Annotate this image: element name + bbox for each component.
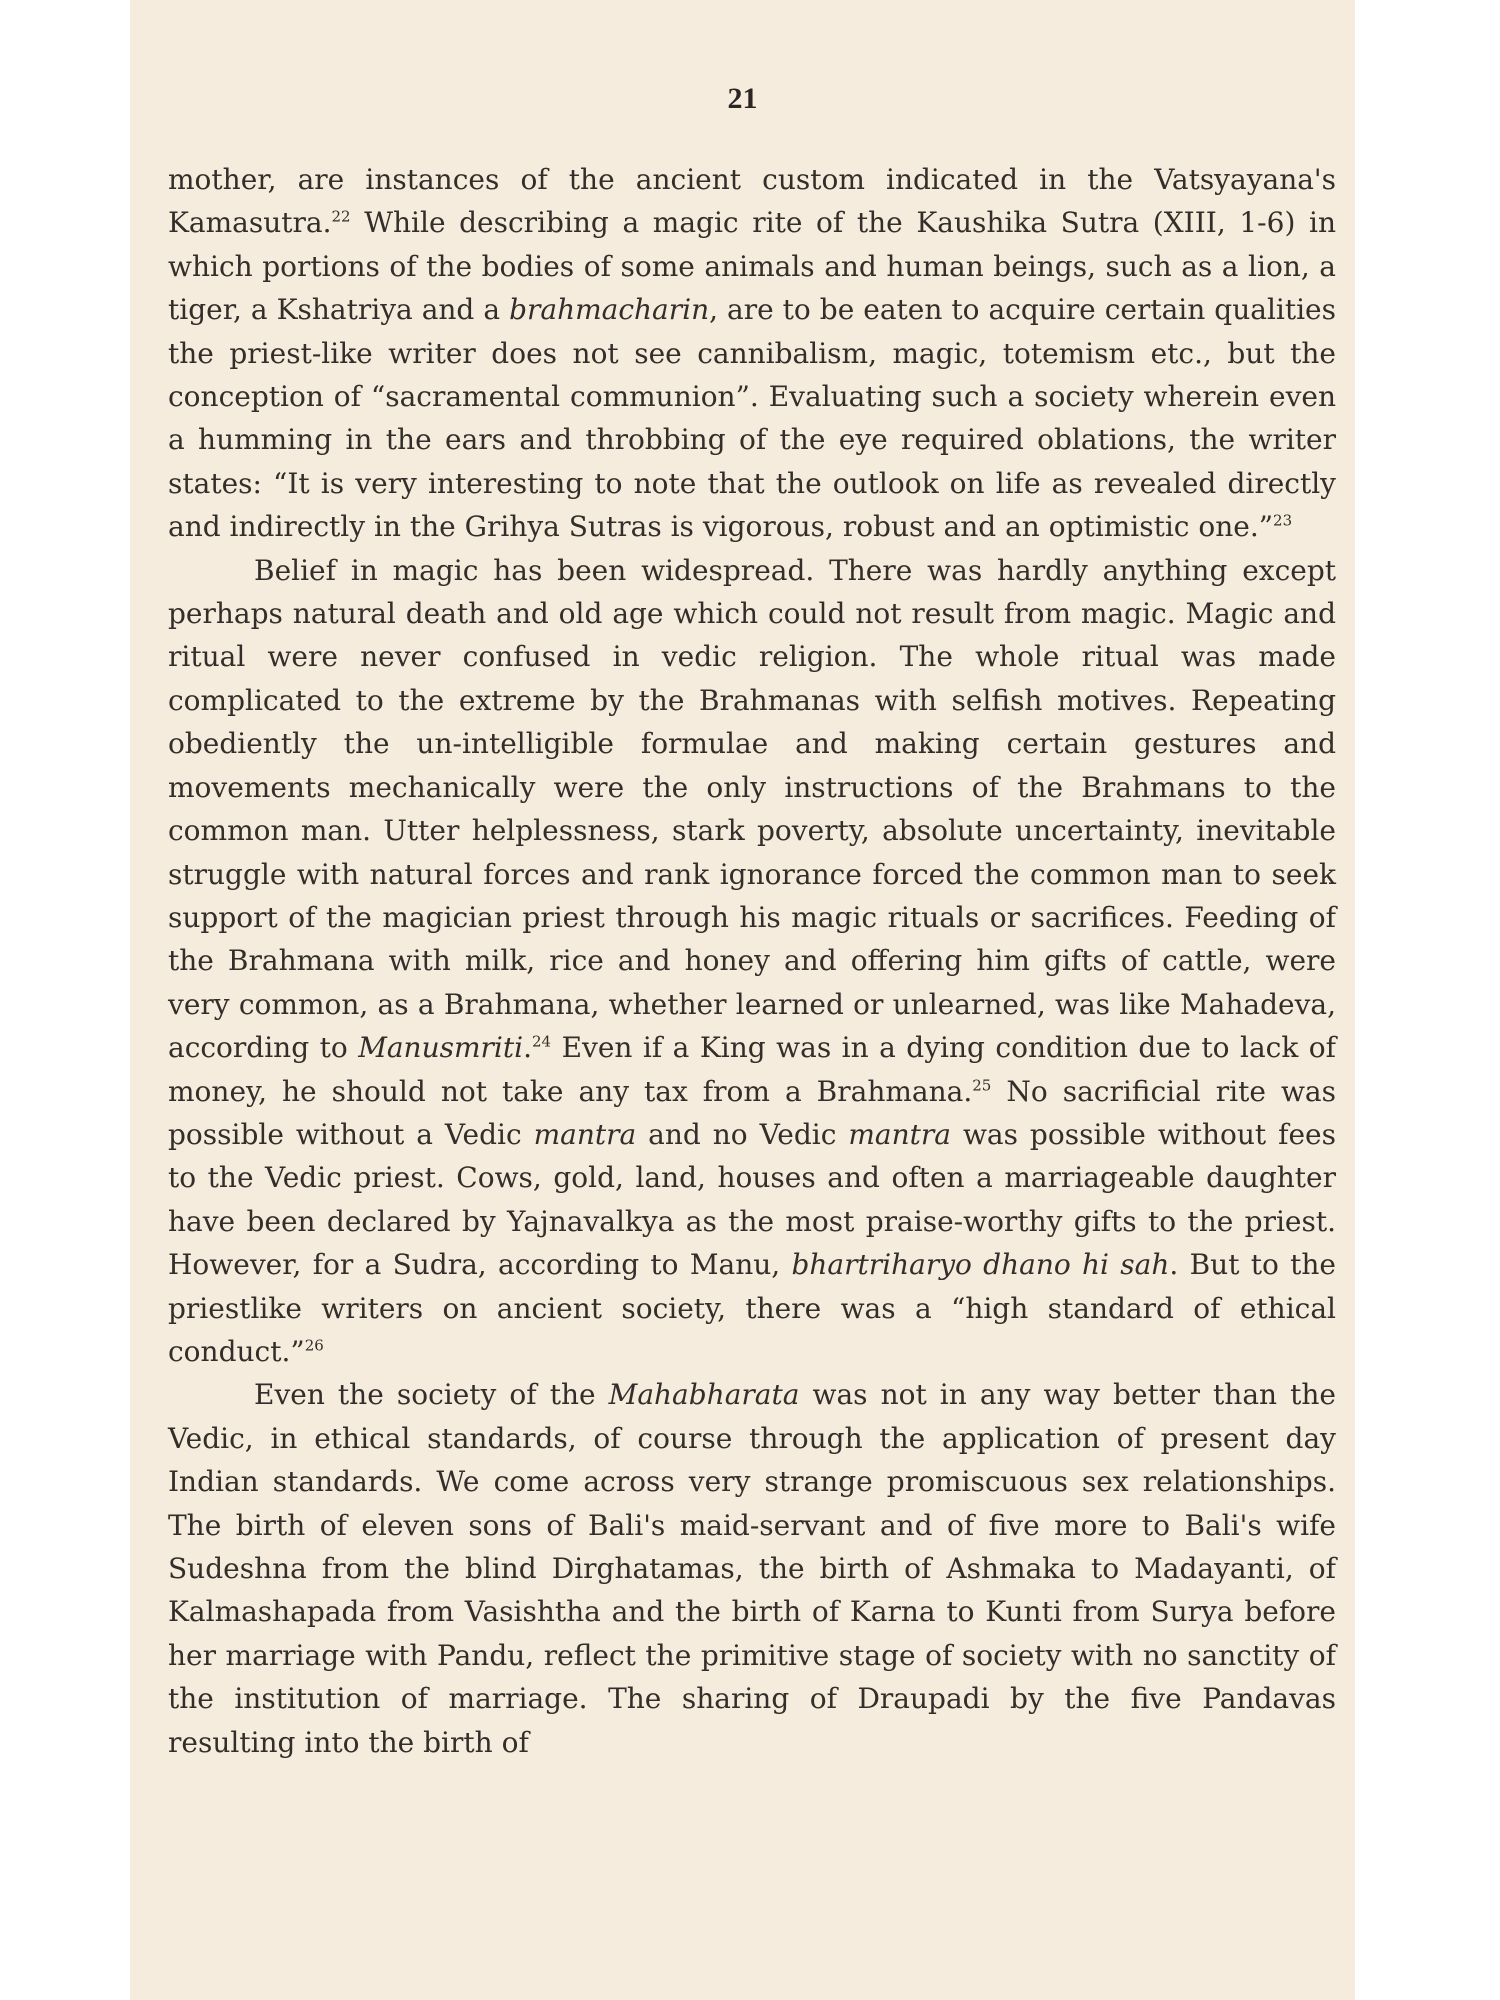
paragraph [168,158,1336,549]
text-run: Belief in magic has been widespread. There was hardly anything except perhaps natural death and old age which could not result from magic. Magic and ritual were never confused in vedic religion. The whole ritual was made complicated to the extreme by the Brahmanas with selfish motives. Repeating obediently the un-intelligible formulae and making certain gestures and movements mechanically were the only instructions of the Brahmans to the common man. Utter helplessness, stark poverty, absolute uncertainty, inevitable struggle with natural forces and rank ignorance forced the common man to seek support of the magician priest through his magic rituals or sacrifices. Feeding of the Brahmana with milk, rice and honey and offering him gifts of cattle, were very common, as a Brahmana, whether learned or unlearned, was like Mahadeva, according to [168,553,1336,1065]
text-run: , are to be eaten to acquire certain qualities the priest-like writer does not see cannibalism, magic, totemism etc., but the conception of “sacramental communion”. Evaluating such a society wherein even a humming in the ears and throbbing of the eye required oblations, the writer states: “It is very interesting to note that the outlook on life as revealed directly and indirectly in the Grihya Sutras is vigorous, robust and an optimistic one.” [168,293,1336,544]
text-run: . But to the priestlike writers on ancient society, there was a “high standard of ethical conduct.” [168,1248,1336,1368]
italic-term: mantra [848,1117,951,1151]
footnote-marker: 22 [331,208,351,227]
footnote-marker: 25 [972,1076,992,1095]
text-run: mother, are instances of the ancient custom indicated in the Vatsyayana's Kamasutra. [168,163,1336,240]
text-run: and no Vedic [636,1117,849,1151]
footnote-marker: 26 [304,1336,324,1355]
text-run: While describing a magic rite of the Kaushika Sutra (XIII, 1-6) in which portions of the bodies of some animals and human beings, such as a lion, a tiger, a Kshatriya and a [168,206,1336,327]
italic-term: brahmacharin [509,293,710,327]
text-run: Even if a King was in a dying condition due to lack of money, he should not take any tax from a Brahmana. [168,1031,1336,1108]
text-run: was not in any way better than the Vedic, in ethical standards, of course through the application of present day Indian standards. We come across very strange promiscuous sex relationships. The birth of eleven sons of Bali's maid-servant and of five more to Bali's wife Sudeshna from the blind Dirghatamas, the birth of Ashmaka to Madayanti, of Kalmashapada from Vasishtha and the birth of Karna to Kunti from Surya before her marriage with Pandu, reflect the primitive stage of society with no sanctity of the institution of marriage. The sharing of Draupadi by the five Pandavas resulting into the birth of [168,1378,1336,1759]
footnote-marker: 23 [1273,511,1293,530]
text-run: . [523,1031,532,1065]
paragraph [168,549,1336,1374]
text-run: Even the society of the [254,1378,609,1412]
book-page [130,0,1355,2000]
body-text [168,158,1336,1764]
footnote-marker: 24 [532,1032,552,1051]
italic-term: mantra [533,1117,637,1151]
page-number: 21 [727,82,758,115]
italic-term: Mahabharata [608,1378,800,1412]
text-run: No sacrificial rite was possible without a Vedic [168,1074,1336,1151]
italic-term: Manusmriti [358,1031,524,1065]
text-run: was possible without fees to the Vedic priest. Cows, gold, land, houses and often a marriageable daughter have been declared by Yajnavalkya as the most praise-worthy gifts to the priest. However, for a Sudra, according to Manu, [168,1117,1336,1282]
italic-term: bhartriharyo dhano hi sah [791,1248,1170,1282]
paragraph [168,1373,1336,1764]
